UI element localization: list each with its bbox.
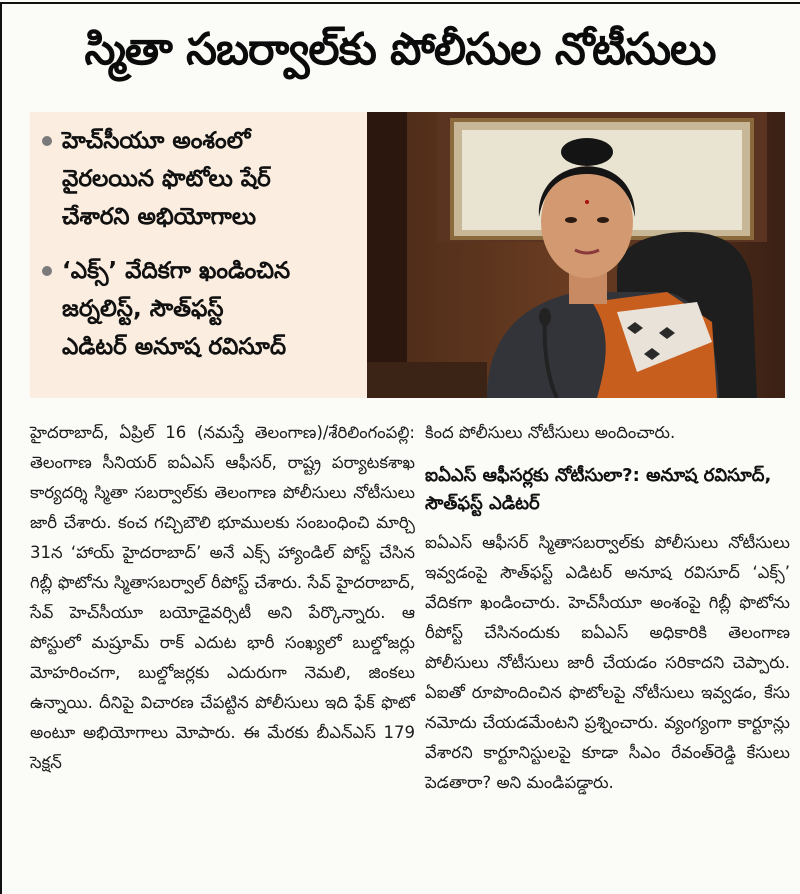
bullet-icon [42,136,52,146]
article-body: హైదరాబాద్, ఏప్రిల్ 16 (నమస్తే తెలంగాణ)/శేరిలింగంపల్లి: తెలంగాణ సీనియర్ ఐఏఎస్ ఆఫీసర్, రాష్ట్ర పర్యాటకశాఖ కార్యదర్శి స్మితా సబర్వాల్‌కు తెలంగాణ పోలీసులు నోటీసులు జారీ చేశారు. కంచ గచ్చిబౌలి భూములకు సంబంధించి మార్చి 31న ‘హాయ్ హైదరాబాద్’ అనే ఎక్స్ హ్యాండిల్ పోస్ట్ చేసిన గిబ్లీ ఫొటోను స్మితాసబర్వాల్ రీపోస్ట్ చేశారు. సేవ్ హైదరాబాద్, సేవ్ హెచ్‌సీయూ బయోడైవర్సిటీ అని పేర్కొన్నారు. ఆ పోస్టులో మష్రూమ్ రాక్ ఎదుట భారీ సంఖ్యలో బుల్డోజర్లు మోహరించగా, బుల్డోజర్లకు ఎదురుగా నెమలి, జింకలు ఉన్నాయి. దీనిపై విచారణ చేపట్టిన పోలీసులు ఇది ఫేక్ ఫొటో అంటూ అభియోగాలు మోపారు. ఈ మేరకు బీఎన్‌ఎస్ 179 సెక్షన్ [30,423,415,772]
left-rule [0,2,2,894]
highlight-line: జర్నలిస్ట్, సౌత్‌ఫస్ట్ [62,296,224,322]
highlight-line: వైరలయిన ఫొటోలు షేర్ [62,166,271,192]
news-photo [367,112,785,398]
article-column-1 [30,418,415,778]
article-body-2: ఐఏఎస్ ఆఫీసర్ స్మితాసబర్వాల్‌కు పోలీసులు నోటీసులు ఇవ్వడంపై సౌత్‌ఫస్ట్ ఎడిటర్ అనూష రవిసూద్ ‘ఎక్స్’ వేదికగా ఖండించారు. హెచ్‌సీయూ అంశంపై గిబ్లీ ఫొటోను రీపోస్ట్ చేసినందుకు ఐఏఎస్ అధికారికి తెలంగాణ పోలీసులు నోటీసులు జారీ చేయడం సరికాదని చెప్పారు. ఏఐతో రూపొందించిన ఫొటోలపై నోటీసులు ఇవ్వడం, కేసు నమోదు చేయడమేంటని ప్రశ్నించారు. వ్యంగ్యంగా కార్టూన్లు వేశారని కార్టూనిస్టులపై కూడా సీఎం రేవంత్‌రెడ్డి కేసులు పెడతారా? అని మండిపడ్డారు. [425,533,790,792]
article-continued: కింద పోలీసులు నోటీసులు అందించారు. [425,423,676,442]
photo-illustration [367,112,785,398]
highlight-line: హెచ్‌సీయూ అంశంలో [62,128,251,154]
highlight-item [42,252,355,366]
bullet-icon [42,266,52,276]
highlights-box [30,112,367,398]
highlight-line: ‘ఎక్స్’ వేదికగా ఖండించిన [62,258,291,284]
headline: స్మితా సబర్వాల్‌కు పోలీసుల నోటీసులు [84,24,716,75]
highlight-item [42,122,355,236]
highlight-line: ఎడిటర్ అనూష రవిసూద్ [62,334,287,360]
headline-area [0,0,800,110]
highlight-line: చేశారని అభియోగాలు [62,204,257,230]
article-column-2 [425,418,790,798]
article-subhead: ఐఏఎస్ ఆఫీసర్లకు నోటీసులా?: అనూష రవిసూద్, సౌత్‌ఫస్ట్ ఎడిటర్ [425,465,772,514]
